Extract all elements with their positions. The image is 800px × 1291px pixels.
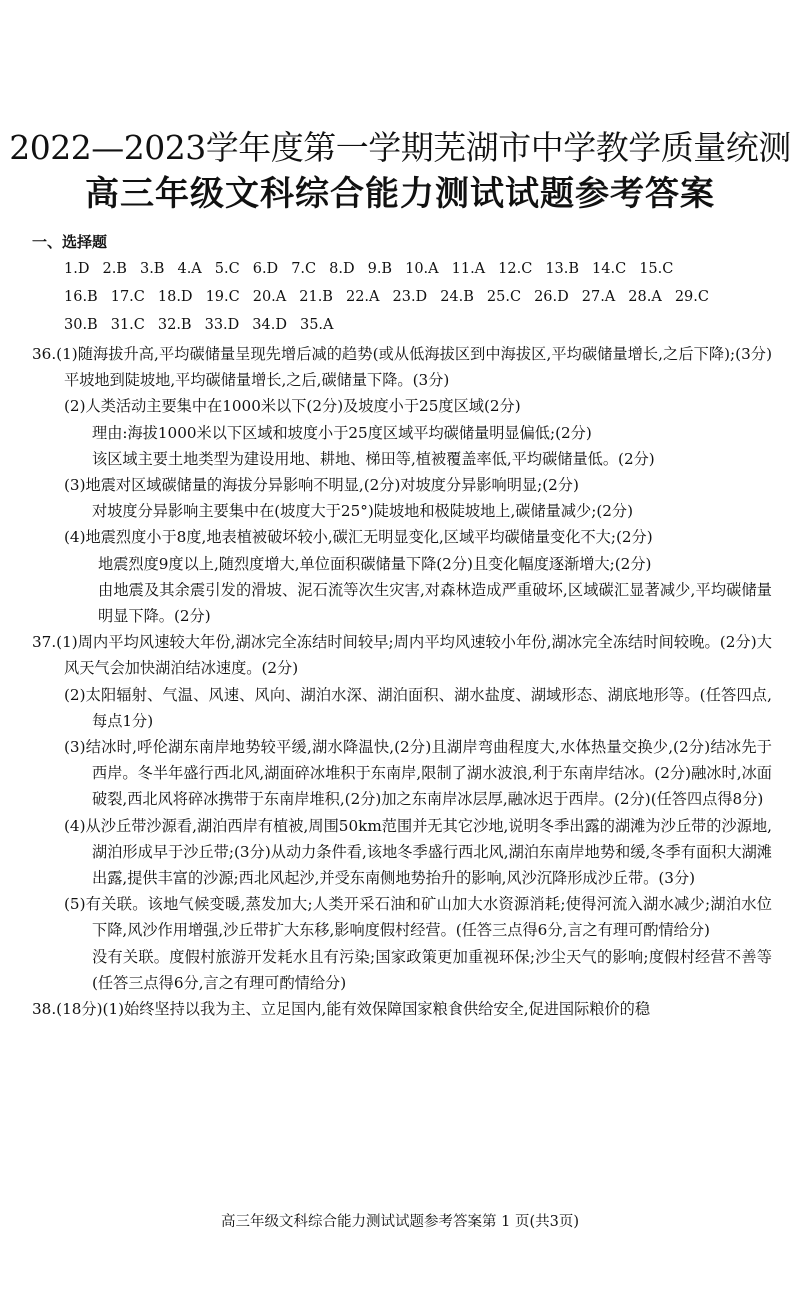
answer-item: 30.B [64,317,98,333]
answer-item: 5.C [214,261,240,277]
document-title: 2022—2023学年度第一学期芜湖市中学教学质量统测 [9,128,791,167]
answer-item: 35.A [299,317,334,333]
answer-item: 9.B [367,261,393,277]
answer-item: 25.C [486,289,522,305]
answer-item: 20.A [252,289,287,305]
answer-item: 19.C [205,289,240,305]
answer-item: 15.C [639,261,674,277]
q36-part2: (2)人类活动主要集中在1000米以下(2分)及坡度小于25度区域(2分) [64,397,521,416]
answer-item: 3.B [139,261,165,277]
answer-body [32,341,772,1022]
q36-part2-detail: 该区域主要土地类型为建设用地、耕地、梯田等,植被覆盖率低,平均碳储量低。(2分) [92,449,655,468]
answer-item: 28.A [628,289,662,305]
answer-item: 17.C [110,289,145,305]
answer-item: 10.A [405,261,439,277]
q36-part4-detail-b: 由地震及其余震引发的滑坡、泥石流等次生灾害,对森林造成严重破坏,区域碳汇显著减少,平均碳储量明显下降。(2分) [98,580,772,626]
answer-row-1 [64,259,686,279]
answer-item: 13.B [545,261,580,277]
document-subtitle: 高三年级文科综合能力测试试题参考答案 [85,174,715,214]
page-footer: 高三年级文科综合能力测试试题参考答案第 1 页(共3页) [221,1214,579,1230]
answer-item: 29.C [674,289,709,305]
q36-part3-detail: 对坡度分异影响主要集中在(坡度大于25°)陡坡地和极陡坡地上,碳储量减少;(2分) [92,502,634,521]
answer-item: 23.D [392,289,428,305]
answer-item: 6.D [252,261,279,277]
answer-item: 14.C [592,261,627,277]
answer-row-2 [64,287,722,307]
q36-part4-detail-a: 地震烈度9度以上,随烈度增大,单位面积碳储量下降(2分)且变化幅度逐渐增大;(2分) [98,554,652,573]
answer-item: 1.D [64,261,90,277]
answer-item: 7.C [291,261,317,277]
q37-part1: 37.(1)周内平均风速较大年份,湖冰完全冻结时间较早;周内平均风速较小年份,湖冰完全冻结时间较晚。(2分)大风天气会加快湖泊结冰速度。(2分) [32,633,772,678]
q36-part3: (3)地震对区域碳储量的海拔分异影响不明显,(2分)对坡度分异影响明显;(2分) [64,476,579,495]
answer-item: 12.C [498,261,533,277]
q38-part1: 38.(18分)(1)始终坚持以我为主、立足国内,能有效保障国家粮食供给安全,促进国际粮价的稳 [32,1000,651,1019]
answer-item: 18.D [157,289,193,305]
q37-part2: (2)太阳辐射、气温、风速、风向、湖泊水深、湖泊面积、湖水盐度、湖域形态、湖底地形等。(任答四点,每点1分) [64,685,772,730]
section-heading-choice: 一、选择题 [32,233,108,251]
q37-part5: (5)有关联。该地气候变暖,蒸发加大;人类开采石油和矿山加大水资源消耗;使得河流入湖水减少;湖泊水位下降,风沙作用增强,沙丘带扩大东移,影响度假村经营。(任答三点得6分,言之有理可酌情给分) [64,895,772,940]
q37-part5-alt: 没有关联。度假村旅游开发耗水且有污染;国家政策更加重视环保;沙尘天气的影响;度假村经营不善等(任答三点得6分,言之有理可酌情给分) [92,947,772,992]
answer-item: 31.C [110,317,145,333]
answer-item: 21.B [299,289,333,305]
answer-item: 16.B [64,289,98,305]
answer-item: 2.B [102,261,127,277]
answer-item: 33.D [204,317,240,333]
answer-item: 26.D [534,289,569,305]
answer-item: 4.A [177,261,202,277]
answer-item: 11.A [451,261,486,277]
answer-item: 24.B [440,289,474,305]
q36-part1: 36.(1)随海拔升高,平均碳储量呈现先增后减的趋势(或从低海拔区到中海拔区,平均碳储量增长,之后下降);(3分)平坡地到陡坡地,平均碳储量增长,之后,碳储量下降。(3分) [32,345,772,390]
answer-item: 34.D [252,317,287,333]
answer-item: 27.A [581,289,616,305]
answer-item: 22.A [345,289,380,305]
answer-item: 32.B [157,317,192,333]
answer-row-3 [64,315,347,335]
q37-part3: (3)结冰时,呼伦湖东南岸地势较平缓,湖水降温快,(2分)且湖岸弯曲程度大,水体热量交换少,(2分)结冰先于西岸。冬半年盛行西北风,湖面碎冰堆积于东南岸,限制了湖水波浪,利于东南岸结冰。(2分)融冰时,冰面破裂,西北风将碎冰携带于东南岸堆积,(2分)加之东南岸冰层厚,融冰迟于西岸。(2分)(任答四点得8分) [64,738,772,809]
q36-part2-reason: 理由:海拔1000米以下区域和坡度小于25度区域平均碳储量明显偏低;(2分) [92,423,592,442]
q37-part4: (4)从沙丘带沙源看,湖泊西岸有植被,周围50km范围并无其它沙地,说明冬季出露的湖滩为沙丘带的沙源地,湖泊形成早于沙丘带;(3分)从动力条件看,该地冬季盛行西北风,湖泊东南岸地势和缓,冬季有面积大湖滩出露,提供丰富的沙源;西北风起沙,并受东南侧地势抬升的影响,风沙沉降形成沙丘带。(3分) [64,816,772,888]
answer-item: 8.D [329,261,355,277]
q36-part4: (4)地震烈度小于8度,地表植被破坏较小,碳汇无明显变化,区域平均碳储量变化不大;(2分) [64,528,653,547]
